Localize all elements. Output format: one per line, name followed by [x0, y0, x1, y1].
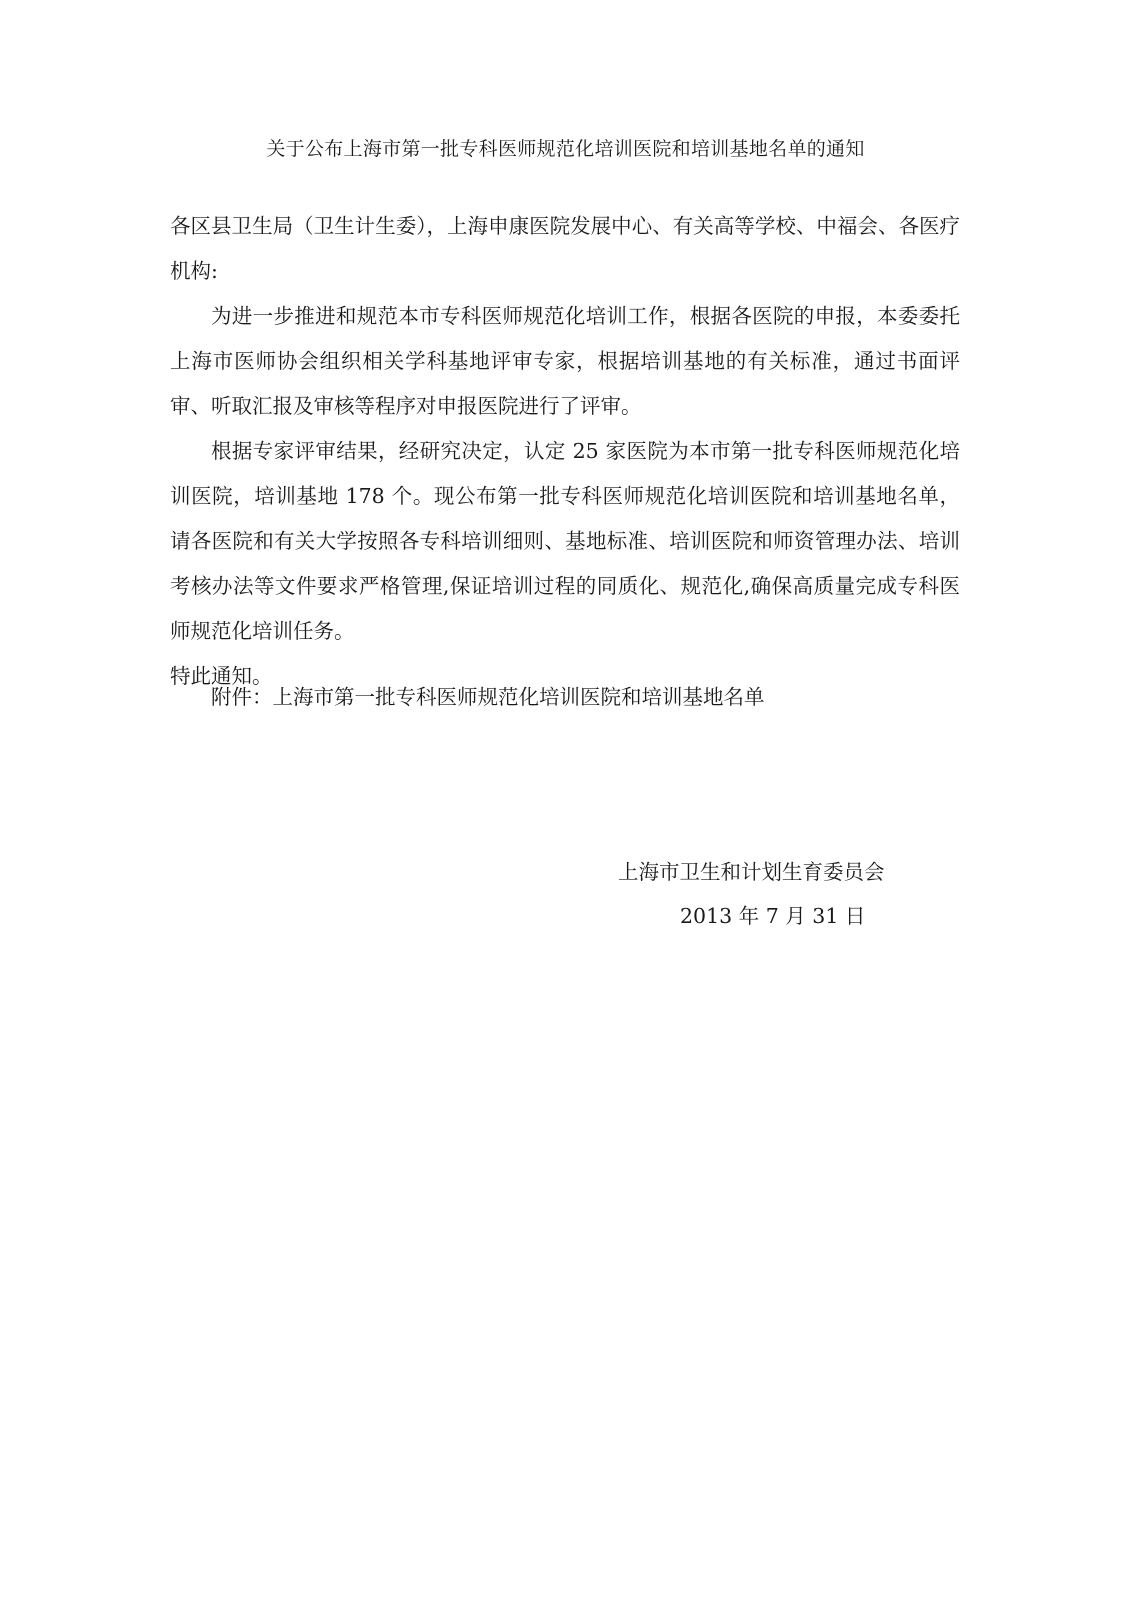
paragraph-2: 根据专家评审结果，经研究决定，认定 25 家医院为本市第一批专科医师规范化培训医院，培训基地 178 个。现公布第一批专科医师规范化培训医院和培训基地名单，请各医院和有关大学按照各专科培训细则、基地标准、培训医院和师资管理办法、培训考核办法等文件要求严格管理,保证培训过程的同质化、规范化,确保高质量完成专科医师规范化培训任务。	[170, 439, 960, 643]
signature-block	[618, 850, 908, 938]
issuing-organization: 上海市卫生和计划生育委员会	[618, 860, 885, 884]
document-body	[170, 204, 960, 699]
attachment-note: 附件：上海市第一批专科医师规范化培训医院和培训基地名单	[211, 685, 765, 709]
closing: 特此通知。	[170, 664, 273, 688]
issue-date: 2013 年 7 月 31 日	[680, 904, 866, 928]
salutation: 各区县卫生局（卫生计生委），上海申康医院发展中心、有关高等学校、中福会、各医疗机构:	[170, 214, 960, 283]
paragraph-1: 为进一步推进和规范本市专科医师规范化培训工作，根据各医院的申报，本委委托上海市医师协会组织相关学科基地评审专家，根据培训基地的有关标准，通过书面评审、听取汇报及审核等程序对申报医院进行了评审。	[170, 304, 960, 418]
document-title: 关于公布上海市第一批专科医师规范化培训医院和培训基地名单的通知	[266, 138, 865, 160]
